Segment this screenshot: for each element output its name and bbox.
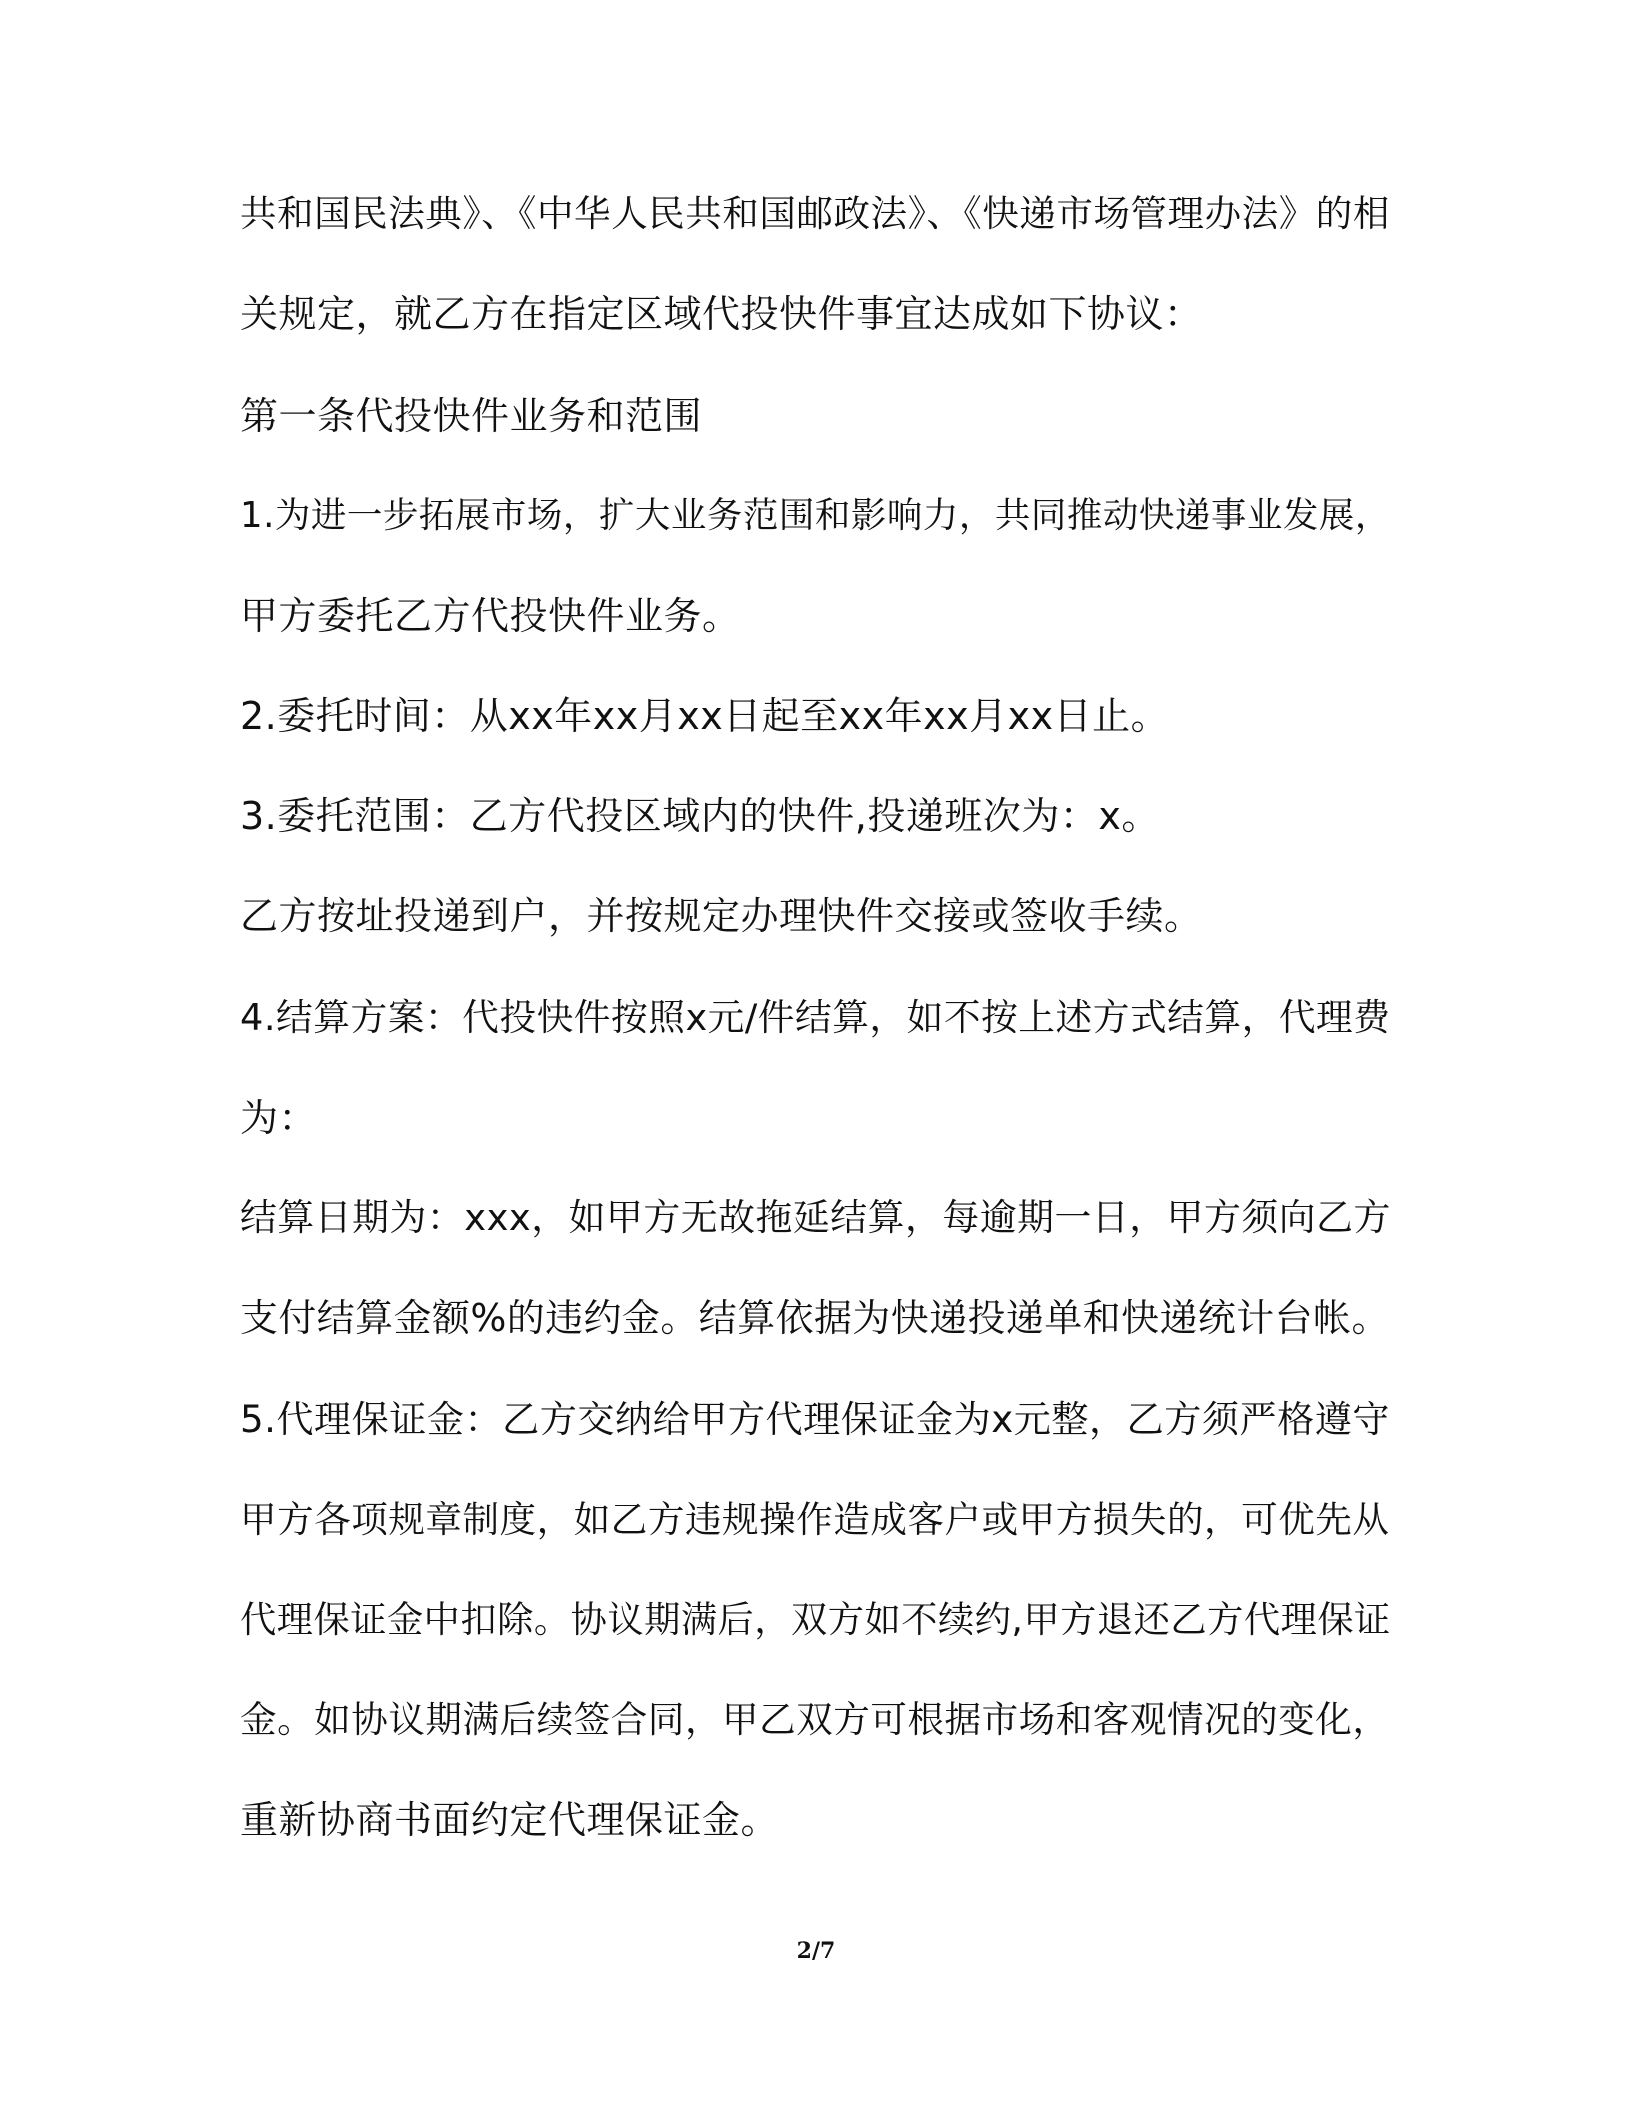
- text-line: 为：: [240, 1096, 318, 1140]
- text-line: 共和国民法典》、《中华人民共和国邮政法》、《快递市场管理办法》的相: [240, 192, 1390, 235]
- section-heading: 第一条代投快件业务和范围: [240, 394, 703, 438]
- text-line: 支付结算金额%的违约金。结算依据为快递投递单和快递统计台帐。: [240, 1296, 1390, 1340]
- text-line: 5.代理保证金：乙方交纳给甲方代理保证金为x元整，乙方须严格遵守: [240, 1398, 1391, 1441]
- text-line: 甲方委托乙方代投快件业务。: [240, 594, 741, 638]
- text-line: 结算日期为：xxx，如甲方无故拖延结算，每逾期一日，甲方须向乙方: [240, 1196, 1391, 1239]
- text-line: 乙方按址投递到户，并按规定办理快件交接或签收手续。: [240, 894, 1203, 938]
- text-line: 1.为进一步拓展市场，扩大业务范围和影响力，共同推动快递事业发展，: [240, 495, 1391, 536]
- text-line: 3.委托范围：乙方代投区域内的快件,投递班次为：x。: [240, 794, 1160, 838]
- text-line: 甲方各项规章制度，如乙方违规操作造成客户或甲方损失的，可优先从: [240, 1498, 1390, 1541]
- text-line: 重新协商书面约定代理保证金。: [240, 1798, 780, 1842]
- text-line: 关规定，就乙方在指定区域代投快件事宜达成如下协议：: [240, 292, 1203, 336]
- text-line: 2.委托时间：从xx年xx月xx日起至xx年xx月xx日止。: [240, 694, 1170, 738]
- text-line: 金。如协议期满后续签合同，甲乙双方可根据市场和客观情况的变化，: [240, 1698, 1390, 1741]
- text-line: 代理保证金中扣除。协议期满后，双方如不续约,甲方退还乙方代理保证: [240, 1598, 1391, 1641]
- page-number: 2/7: [796, 1938, 836, 1964]
- text-line: 4.结算方案：代投快件按照x元/件结算，如不按上述方式结算，代理费: [240, 996, 1391, 1039]
